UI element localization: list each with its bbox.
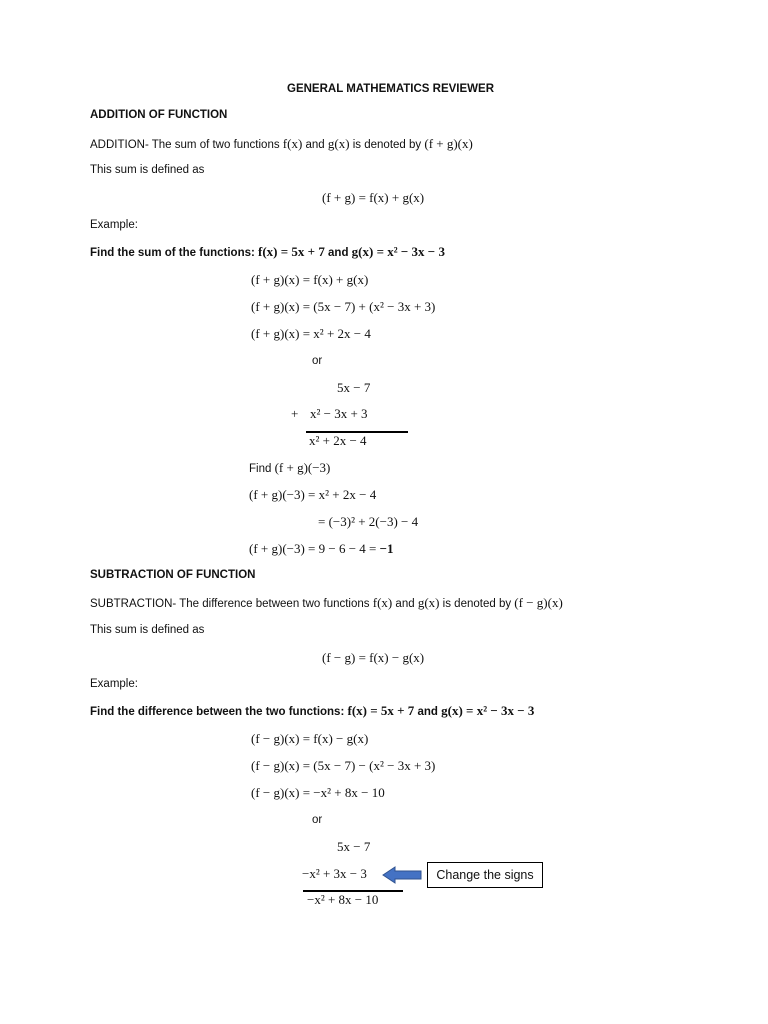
subtraction-or: or <box>312 814 323 826</box>
subtraction-column-second: −x² + 3x − 3 <box>302 866 367 881</box>
subtraction-intro-and: and <box>392 598 418 610</box>
addition-step-2: (f + g)(x) = (5x − 7) + (x² − 3x + 3) <box>251 299 436 314</box>
addition-column-top: 5x − 7 <box>337 380 371 395</box>
addition-eval-2: = (−3)² + 2(−3) − 4 <box>318 514 419 529</box>
subtraction-definition: (f − g) = f(x) − g(x) <box>322 650 425 665</box>
addition-eval-3 <box>249 541 394 556</box>
addition-example-label: Example: <box>90 219 138 231</box>
subtraction-intro-denoted: is denoted by <box>439 598 515 610</box>
addition-step-1: (f + g)(x) = f(x) + g(x) <box>251 272 369 287</box>
subtraction-prompt-text: Find the difference between the two functions: <box>90 706 348 718</box>
addition-or: or <box>312 355 323 367</box>
subtraction-intro-notation: (f − g)(x) <box>514 595 563 610</box>
addition-step-3: (f + g)(x) = x² + 2x − 4 <box>251 326 371 341</box>
change-signs-callout-text: Change the signs <box>436 868 534 882</box>
addition-intro-notation: (f + g)(x) <box>424 136 473 151</box>
subtraction-step-3: (f − g)(x) = −x² + 8x − 10 <box>251 785 385 800</box>
addition-find-label: Find <box>249 463 275 475</box>
addition-find <box>249 460 330 476</box>
addition-definition: (f + g) = f(x) + g(x) <box>322 190 425 205</box>
addition-intro-text: ADDITION- The sum of two functions <box>90 139 283 151</box>
subtraction-step-2: (f − g)(x) = (5x − 7) − (x² − 3x + 3) <box>251 758 436 773</box>
subtraction-prompt <box>90 704 534 719</box>
addition-defined-label: This sum is defined as <box>90 164 205 176</box>
change-signs-callout <box>427 862 543 888</box>
addition-find-expr: (f + g)(−3) <box>274 460 331 475</box>
addition-intro-f: f(x) <box>282 136 303 151</box>
addition-column-sign: + <box>291 406 299 421</box>
subtraction-intro-text: SUBTRACTION- The difference between two functions <box>90 598 373 610</box>
addition-prompt-f: f(x) = 5x + 7 <box>258 244 325 259</box>
addition-column-result: x² + 2x − 4 <box>309 433 367 448</box>
subtraction-intro <box>90 595 563 611</box>
subtraction-prompt-g: g(x) = x² − 3x − 3 <box>441 703 535 718</box>
subtraction-column-result: −x² + 8x − 10 <box>307 892 379 907</box>
subtraction-prompt-and: and <box>414 706 442 718</box>
subtraction-column-top: 5x − 7 <box>337 839 371 854</box>
subtraction-step-1: (f − g)(x) = f(x) − g(x) <box>251 731 369 746</box>
subtraction-defined-label: This sum is defined as <box>90 624 205 636</box>
addition-column-second: x² − 3x + 3 <box>310 406 368 421</box>
addition-heading: ADDITION OF FUNCTION <box>90 109 228 121</box>
arrow-left-icon <box>382 866 422 884</box>
addition-intro-and: and <box>302 139 328 151</box>
addition-eval-3-answer: −1 <box>379 541 394 556</box>
subtraction-intro-g: g(x) <box>417 595 440 610</box>
page-title: GENERAL MATHEMATICS REVIEWER <box>287 83 495 95</box>
addition-intro-g: g(x) <box>327 136 350 151</box>
addition-prompt-and: and <box>324 247 352 259</box>
subtraction-example-label: Example: <box>90 678 138 690</box>
arrow-left-shape <box>383 867 421 883</box>
addition-prompt-g: g(x) = x² − 3x − 3 <box>351 244 445 259</box>
addition-eval-1: (f + g)(−3) = x² + 2x − 4 <box>249 487 377 502</box>
addition-prompt-text: Find the sum of the functions: <box>90 247 259 259</box>
addition-intro <box>90 136 473 152</box>
subtraction-intro-f: f(x) <box>372 595 393 610</box>
addition-intro-denoted: is denoted by <box>349 139 425 151</box>
addition-eval-3-text: (f + g)(−3) = 9 − 6 − 4 = <box>249 541 380 556</box>
addition-prompt <box>90 245 445 260</box>
subtraction-heading: SUBTRACTION OF FUNCTION <box>90 569 256 581</box>
subtraction-prompt-f: f(x) = 5x + 7 <box>347 703 415 718</box>
